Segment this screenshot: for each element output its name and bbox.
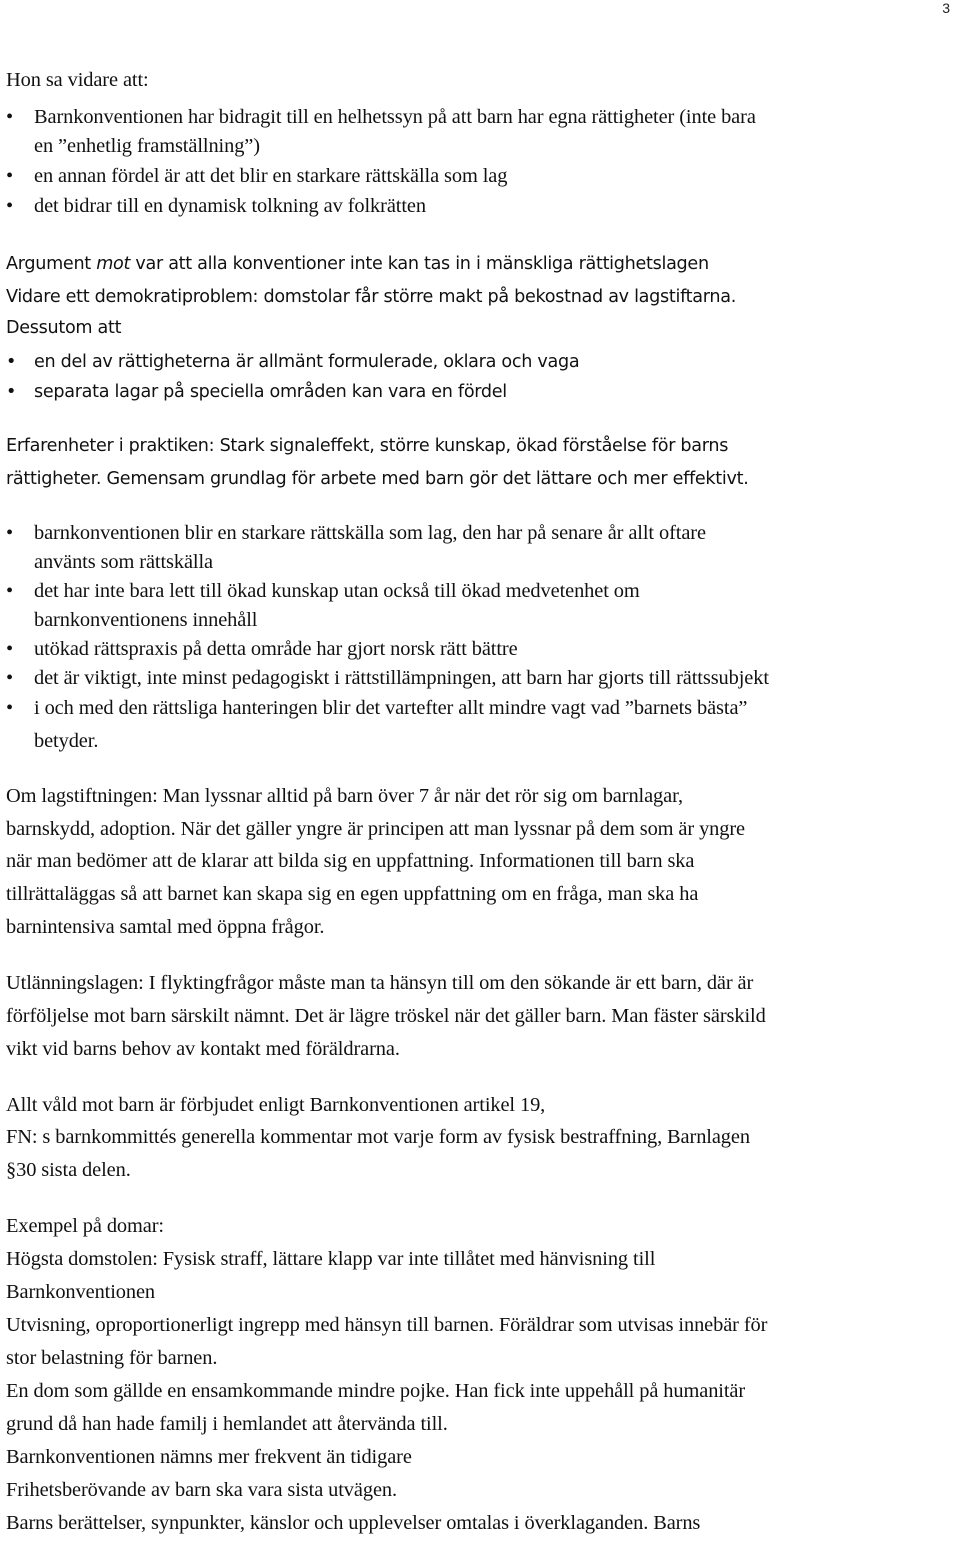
list-item-continuation: betyder. bbox=[34, 730, 99, 752]
list-item-text: i och med den rättsliga hanteringen blir det vartefter allt mindre vagt vad ”barnets bästa” bbox=[34, 697, 748, 719]
list-item bbox=[6, 101, 756, 133]
paragraph-line: Barnkonventionen bbox=[6, 1281, 156, 1303]
list-item bbox=[6, 190, 426, 222]
paragraph-line: Om lagstiftningen: Man lyssnar alltid på barn över 7 år när det rör sig om barnlagar, bbox=[6, 785, 683, 807]
list-item-text: utökad rättspraxis på detta område har gjort norsk rätt bättre bbox=[34, 638, 518, 660]
argument-line-2: Vidare ett demokratiproblem: domstolar får större makt på bekostnad av lagstiftarna. bbox=[6, 287, 736, 307]
list-item-text: det bidrar till en dynamisk tolkning av folkrätten bbox=[34, 195, 426, 217]
paragraph-line: Frihetsberövande av barn ska vara sista utvägen. bbox=[6, 1479, 397, 1501]
paragraph-line: barnskydd, adoption. När det gäller yngre är principen att man lyssnar på dem som är yngre bbox=[6, 818, 745, 840]
argument-post: var att alla konventioner inte kan tas in i mänskliga rättighetslagen bbox=[130, 254, 709, 274]
list-item-text: Barnkonventionen har bidragit till en helhetssyn på att barn har egna rättigheter (inte bara bbox=[34, 106, 756, 128]
argument-pre: Argument bbox=[6, 254, 97, 274]
list-item-text: en del av rättigheterna är allmänt formulerade, oklara och vaga bbox=[34, 352, 580, 372]
paragraph-line: barnintensiva samtal med öppna frågor. bbox=[6, 916, 325, 938]
bullet-icon: • bbox=[6, 195, 14, 217]
list-item-continuation: använts som rättskälla bbox=[34, 551, 214, 573]
bullet-icon: • bbox=[6, 352, 17, 372]
bullet-icon: • bbox=[6, 382, 17, 402]
paragraph-line: Högsta domstolen: Fysisk straff, lättare klapp var inte tillåtet med hänvisning till bbox=[6, 1248, 656, 1270]
list-item bbox=[6, 346, 579, 378]
argument-emphasis: mot bbox=[96, 254, 131, 274]
list-item-continuation: en ”enhetlig framställning”) bbox=[34, 135, 260, 157]
paragraph-line: när man bedömer att de klarar att bilda sig en uppfattning. Informationen till barn ska bbox=[6, 850, 695, 872]
bullet-icon: • bbox=[6, 580, 14, 602]
list-item bbox=[6, 633, 518, 665]
paragraph-line: tillrättaläggas så att barnet kan skapa sig en egen uppfattning om en fråga, man ska ha bbox=[6, 883, 699, 905]
paragraph-line: stor belastning för barnen. bbox=[6, 1347, 218, 1369]
list-item-text: en annan fördel är att det blir en starkare rättskälla som lag bbox=[34, 165, 508, 187]
bullet-icon: • bbox=[6, 638, 14, 660]
page-number: 3 bbox=[942, 0, 950, 16]
bullet-icon: • bbox=[6, 667, 14, 689]
list-item bbox=[6, 517, 706, 549]
bullet-icon: • bbox=[6, 106, 14, 128]
list-item bbox=[6, 575, 640, 607]
paragraph-line: förföljelse mot barn särskilt nämnt. Det är lägre tröskel när det gäller barn. Man fäster särskild bbox=[6, 1005, 766, 1027]
paragraph-line: grund då han hade familj i hemlandet att återvända till. bbox=[6, 1413, 448, 1435]
list-item bbox=[6, 376, 507, 408]
paragraph-line: §30 sista delen. bbox=[6, 1159, 131, 1181]
bullet-icon: • bbox=[6, 165, 14, 187]
list-item bbox=[6, 160, 507, 192]
paragraph-line: vikt vid barns behov av kontakt med föräldrarna. bbox=[6, 1038, 400, 1060]
paragraph-line: Utlänningslagen: I flyktingfrågor måste man ta hänsyn till om den sökande är ett barn, där är bbox=[6, 972, 754, 994]
list-item bbox=[6, 662, 769, 694]
list-item-text: det är viktigt, inte minst pedagogiskt i rättstillämpningen, att barn har gjorts till rättssubjekt bbox=[34, 667, 769, 689]
paragraph-line: Barns berättelser, synpunkter, känslor och upplevelser omtalas i överklaganden. Barns bbox=[6, 1512, 701, 1534]
intro-heading: Hon sa vidare att: bbox=[6, 69, 149, 91]
experience-line: rättigheter. Gemensam grundlag för arbete med barn gör det lättare och mer effektivt. bbox=[6, 469, 749, 489]
bullet-icon: • bbox=[6, 697, 14, 719]
paragraph-line: Allt våld mot barn är förbjudet enligt Barnkonventionen artikel 19, bbox=[6, 1094, 546, 1116]
argument-line bbox=[6, 248, 709, 280]
list-item-text: separata lagar på speciella områden kan vara en fördel bbox=[34, 382, 507, 402]
list-item bbox=[6, 692, 747, 724]
paragraph-line: En dom som gällde en ensamkommande mindre pojke. Han fick inte uppehåll på humanitär bbox=[6, 1380, 746, 1402]
paragraph-line: FN: s barnkommittés generella kommentar mot varje form av fysisk bestraffning, Barnlagen bbox=[6, 1126, 750, 1148]
bullet-icon: • bbox=[6, 522, 14, 544]
list-item-continuation: barnkonventionens innehåll bbox=[34, 609, 258, 631]
list-item-text: barnkonventionen blir en starkare rättskälla som lag, den har på senare år allt oftare bbox=[34, 522, 706, 544]
paragraph-line: Utvisning, oproportionerligt ingrepp med hänsyn till barnen. Föräldrar som utvisas innebär för bbox=[6, 1314, 768, 1336]
paragraph-line: Barnkonventionen nämns mer frekvent än tidigare bbox=[6, 1446, 412, 1468]
examples-heading: Exempel på domar: bbox=[6, 1215, 164, 1237]
list-item-text: det har inte bara lett till ökad kunskap utan också till ökad medvetenhet om bbox=[34, 580, 640, 602]
experience-line: Erfarenheter i praktiken: Stark signaleffekt, större kunskap, ökad förståelse för barns bbox=[6, 436, 729, 456]
argument-line-3: Dessutom att bbox=[6, 318, 122, 338]
